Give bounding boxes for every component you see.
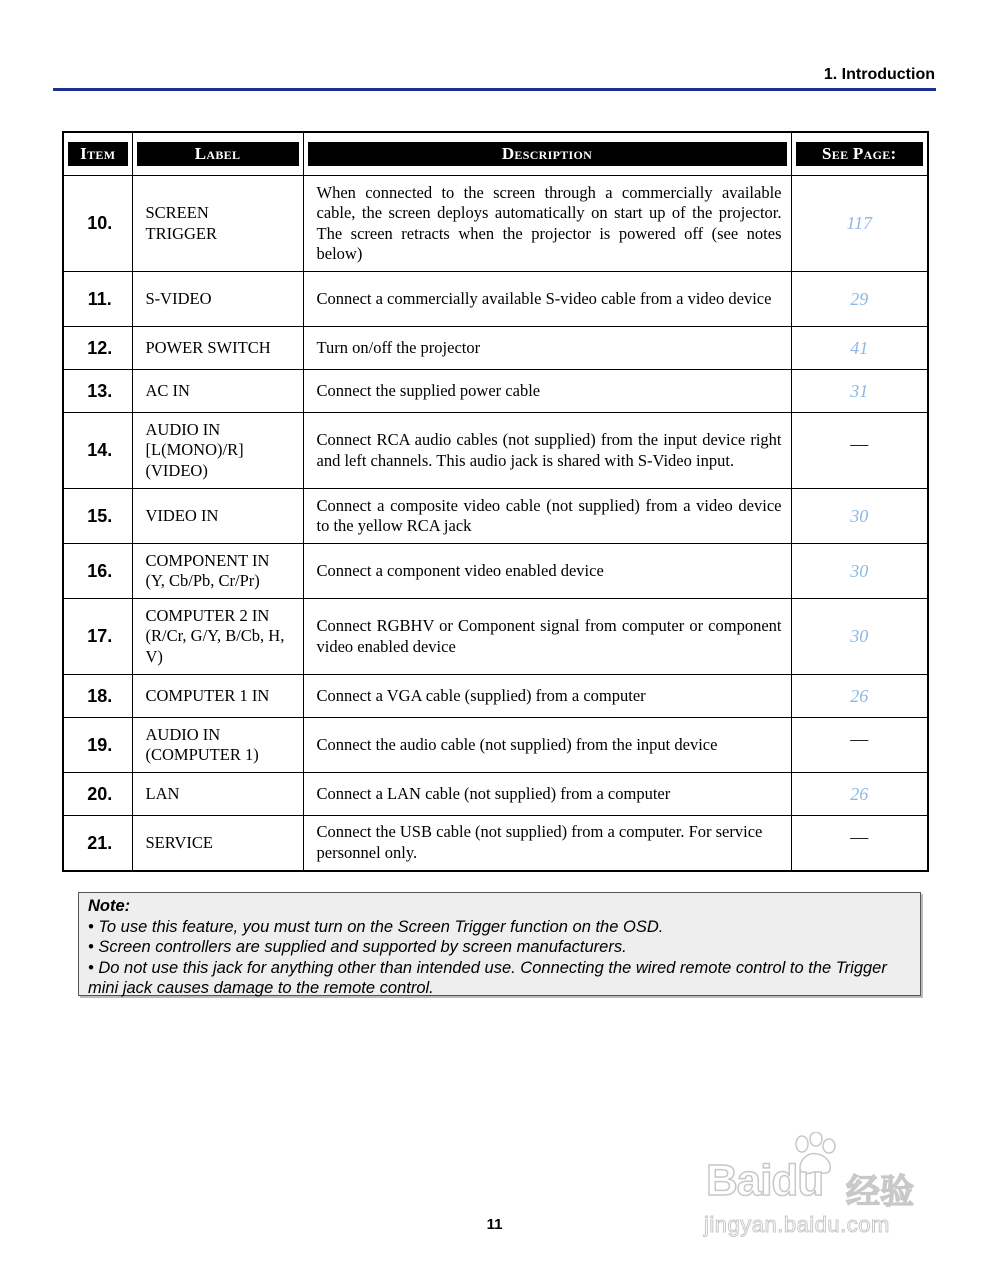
page-link[interactable]: 30 [791,599,928,675]
item-number: 16. [63,544,132,599]
item-number: 15. [63,489,132,544]
page-link[interactable]: 29 [791,272,928,327]
page-link[interactable]: 26 [791,773,928,816]
note-box [78,892,921,996]
note-title: Note: [88,897,131,915]
table-row [63,413,928,489]
page-link[interactable]: 26 [791,675,928,718]
item-description: Connect a composite video cable (not supplied) from a video device to the yellow RCA jack [303,489,791,544]
table-row [63,773,928,816]
page-reference-none: — [791,413,928,489]
item-description: Connect the audio cable (not supplied) from the input device [303,718,791,773]
item-label: SERVICE [132,816,303,871]
watermark-logo-text: Baidu [706,1156,824,1205]
item-number: 12. [63,327,132,370]
table-row [63,327,928,370]
item-label: AUDIO IN (COMPUTER 1) [132,718,303,773]
item-number: 13. [63,370,132,413]
item-label: LAN [132,773,303,816]
item-label: VIDEO IN [132,489,303,544]
column-header-description: Description [303,132,791,176]
item-label: AC IN [132,370,303,413]
table-row [63,489,928,544]
item-description: Connect RCA audio cables (not supplied) from the input device right and left channels. This audio jack is shared with S-Video input. [303,413,791,489]
page-reference-none: — [791,816,928,871]
item-description: Connect a VGA cable (supplied) from a computer [303,675,791,718]
table-row [63,176,928,272]
item-number: 19. [63,718,132,773]
item-label: COMPONENT IN (Y, Cb/Pb, Cr/Pr) [132,544,303,599]
table-row [63,599,928,675]
page-link[interactable]: 30 [791,544,928,599]
item-number: 21. [63,816,132,871]
watermark-logo-cn: 经验 [846,1172,914,1212]
item-description: Connect a component video enabled device [303,544,791,599]
watermark-url: jingyan.baidu.com [704,1212,890,1237]
column-header-label: Label [132,132,303,176]
table-row [63,370,928,413]
page-link[interactable]: 41 [791,327,928,370]
page-reference-none: — [791,718,928,773]
item-number: 11. [63,272,132,327]
item-description: Connect the supplied power cable [303,370,791,413]
table-header-row [63,132,928,176]
item-description: Connect RGBHV or Component signal from computer or component video enabled device [303,599,791,675]
item-label: COMPUTER 2 IN (R/Cr, G/Y, B/Cb, H, V) [132,599,303,675]
item-label: S-VIDEO [132,272,303,327]
item-description: Connect the USB cable (not supplied) from a computer. For service personnel only. [303,816,791,871]
page-link[interactable]: 30 [791,489,928,544]
page-link[interactable]: 31 [791,370,928,413]
connector-table [62,131,929,872]
item-label: SCREEN TRIGGER [132,176,303,272]
page-link[interactable]: 117 [791,176,928,272]
item-description: When connected to the screen through a commercially available cable, the screen deploys automatically on start up of the projector. The screen retracts when the projector is powered off (see notes below) [303,176,791,272]
item-number: 20. [63,773,132,816]
table-row [63,544,928,599]
table-row [63,675,928,718]
item-number: 18. [63,675,132,718]
item-label: COMPUTER 1 IN [132,675,303,718]
baidu-watermark [700,1132,936,1242]
item-label: AUDIO IN [L(MONO)/R] (VIDEO) [132,413,303,489]
item-label: POWER SWITCH [132,327,303,370]
note-item: • To use this feature, you must turn on the Screen Trigger function on the OSD. [88,917,664,936]
item-description: Connect a LAN cable (not supplied) from a computer [303,773,791,816]
item-number: 10. [63,176,132,272]
column-header-item: Item [63,132,132,176]
table-row [63,718,928,773]
table-row [63,816,928,871]
header-rule [53,88,936,91]
table-row [63,272,928,327]
item-number: 14. [63,413,132,489]
item-description: Connect a commercially available S-video cable from a video device [303,272,791,327]
note-item: • Do not use this jack for anything other than intended use. Connecting the wired remote control to the Trigger mini jack causes damage to the remote control. [88,958,887,998]
note-item: • Screen controllers are supplied and supported by screen manufacturers. [88,938,627,957]
item-description: Turn on/off the projector [303,327,791,370]
section-title: 1. Introduction [823,66,935,83]
item-number: 17. [63,599,132,675]
page-number: 11 [486,1216,503,1233]
column-header-see-page: See Page: [791,132,928,176]
